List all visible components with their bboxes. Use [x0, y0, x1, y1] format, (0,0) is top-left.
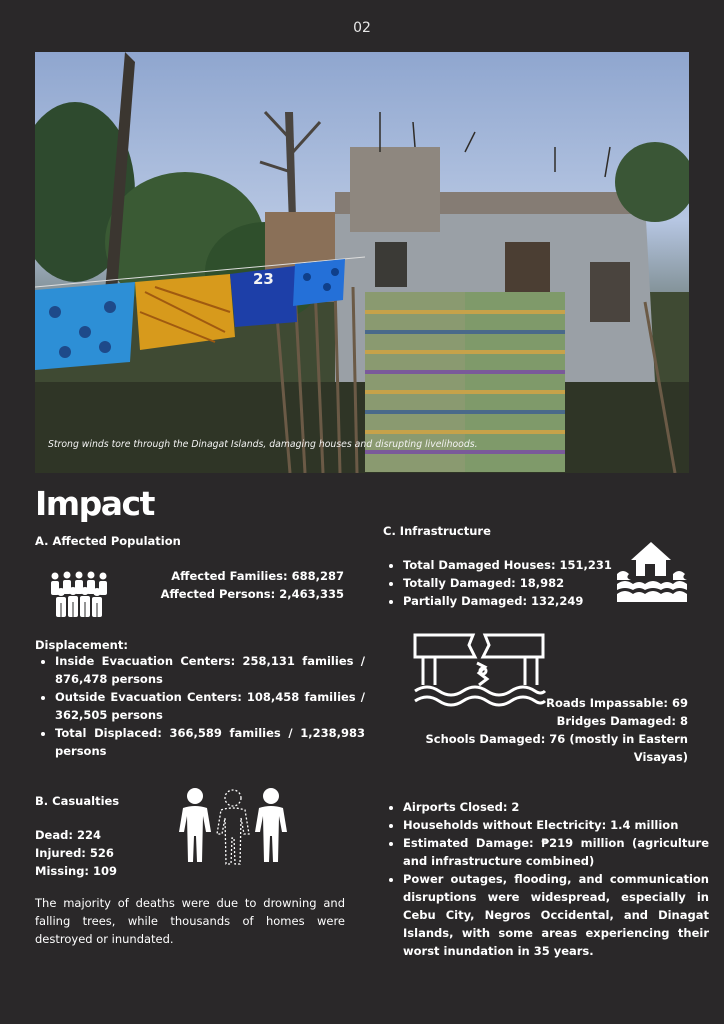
photo-caption: Strong winds tore through the Dinagat Islands, damaging houses and disrupting livelihoods.	[48, 439, 478, 450]
casualties-heading: B. Casualties	[35, 794, 120, 808]
roads-impassable: Roads Impassable: 69	[546, 696, 688, 710]
section-title: Impact	[35, 484, 154, 523]
crowd-icon	[47, 570, 111, 624]
dead-count: Dead: 224	[35, 828, 101, 842]
casualties-note: The majority of deaths were due to drowning and falling trees, while thousands of homes were destroyed or inundated.	[35, 896, 345, 946]
list-item: • Total Displaced: 366,589 families / 1,238,983 persons	[55, 724, 365, 760]
list-item: • Power outages, flooding, and communication disruptions were widespread, especially in Cebu City, Negros Occidental, and Dinagat Islands, with some areas experiencing their worst inundation in 35 years.	[403, 870, 709, 960]
displacement-heading: Displacement:	[35, 638, 128, 652]
affected-persons: Affected Persons: 2,463,335	[160, 587, 344, 601]
schools-damaged: Schools Damaged: 76 (mostly in Eastern Visayas)	[425, 732, 688, 764]
missing-count: Missing: 109	[35, 864, 118, 878]
displacement-list	[35, 652, 365, 760]
people-missing-icon	[175, 786, 295, 870]
page-number: 02	[353, 20, 371, 36]
flooded-house-icon	[615, 540, 689, 610]
jersey-number: 23	[253, 270, 274, 288]
list-item: • Partially Damaged: 132,249	[403, 592, 633, 610]
bridges-damaged: Bridges Damaged: 8	[556, 714, 688, 728]
storm-damage-photo	[35, 52, 689, 473]
damaged-houses-list	[383, 556, 633, 610]
affected-population-heading: A. Affected Population	[35, 534, 181, 548]
affected-families: Affected Families: 688,287	[171, 569, 344, 583]
list-item: • Inside Evacuation Centers: 258,131 families / 876,478 persons	[55, 652, 365, 688]
infrastructure-other-list	[383, 798, 709, 960]
infrastructure-heading: C. Infrastructure	[383, 524, 491, 538]
list-item: • Outside Evacuation Centers: 108,458 families / 362,505 persons	[55, 688, 365, 724]
list-item: • Totally Damaged: 18,982	[403, 574, 633, 592]
injured-count: Injured: 526	[35, 846, 114, 860]
list-item: • Airports Closed: 2	[403, 798, 709, 816]
list-item: • Estimated Damage: ₱219 million (agriculture and infrastructure combined)	[403, 834, 709, 870]
list-item: • Households without Electricity: 1.4 million	[403, 816, 709, 834]
list-item: • Total Damaged Houses: 151,231	[403, 556, 633, 574]
